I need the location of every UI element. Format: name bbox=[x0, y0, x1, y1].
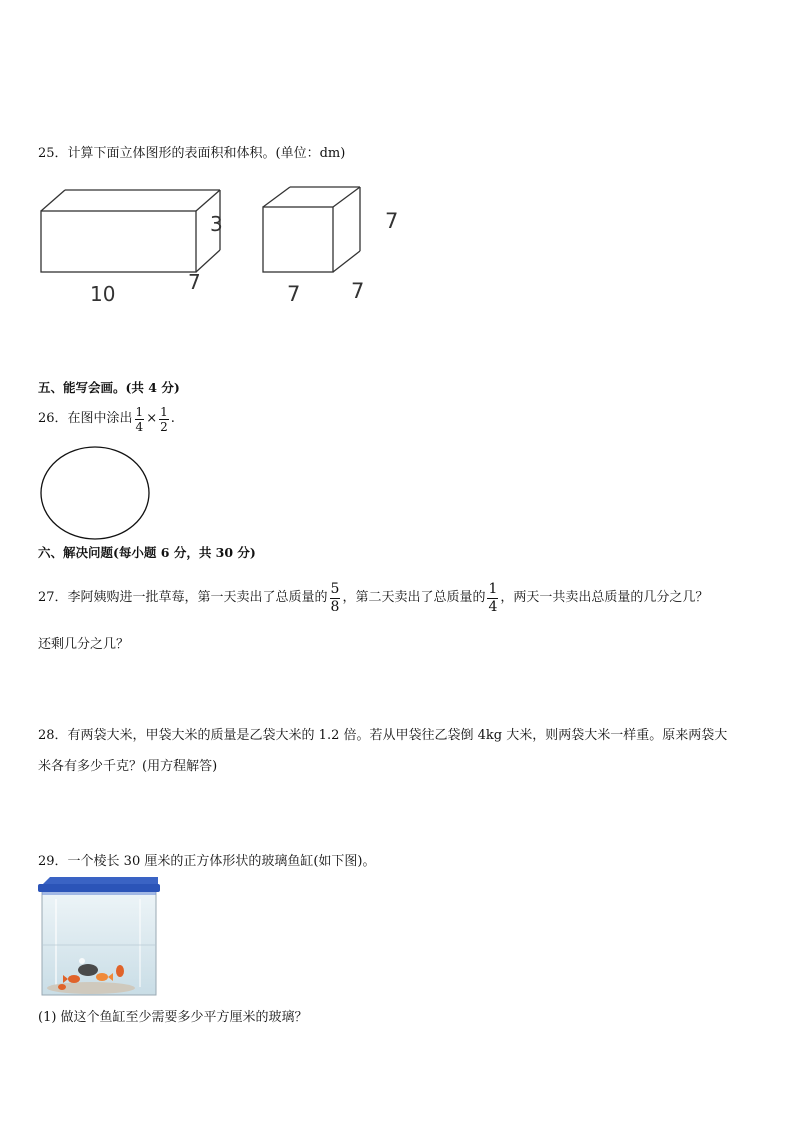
section5-heading: 五、能写会画。(共 4 分) bbox=[38, 380, 180, 395]
q26-fraction-1: $\frac{1}{4}$ bbox=[135, 404, 144, 434]
fish-tank-image bbox=[36, 875, 166, 997]
q25-text: 25．计算下面立体图形的表面积和体积。(单位：dm) bbox=[38, 146, 346, 161]
q29-sub1: (1) 做这个鱼缸至少需要多少平方厘米的玻璃？ bbox=[38, 1010, 308, 1025]
q26-prefix: 26．在图中涂出 bbox=[38, 411, 133, 426]
cuboid-length-label: 10 bbox=[90, 282, 116, 306]
q27-part1: 27．李阿姨购进一批草莓，第一天卖出了总质量的 bbox=[38, 590, 328, 605]
cube-figure bbox=[255, 180, 415, 310]
q27-fraction-1: $\frac{5}{8}$ bbox=[330, 580, 340, 615]
cube-side-label: 7 bbox=[351, 279, 365, 303]
q26-suffix: . bbox=[170, 411, 175, 426]
q27-line2: 还剩几分之几？ bbox=[38, 637, 130, 652]
cuboid-height-label: 3 bbox=[210, 212, 223, 236]
q27-fraction-2: $\frac{1}{4}$ bbox=[488, 580, 498, 615]
circle-figure bbox=[38, 445, 158, 545]
q26-fraction-2: $\frac{1}{2}$ bbox=[160, 404, 168, 434]
q29-text: 29．一个棱长 30 厘米的正方体形状的玻璃鱼缸(如下图)。 bbox=[38, 854, 376, 869]
q27-line1 bbox=[38, 578, 708, 619]
cube-height-label: 7 bbox=[385, 209, 399, 233]
cube-front-label: 7 bbox=[287, 282, 301, 306]
q26-times: × bbox=[146, 411, 158, 426]
q26-line bbox=[38, 404, 175, 435]
q27-part3: ，两天一共卖出总质量的几分之几？ bbox=[500, 590, 709, 605]
cuboid-figure bbox=[30, 180, 270, 306]
cuboid-width-label: 7 bbox=[188, 270, 201, 294]
q28-line2: 米各有多少千克？(用方程解答) bbox=[38, 759, 218, 774]
section6-heading: 六、解决问题(每小题 6 分，共 30 分) bbox=[38, 545, 256, 560]
q28-line1: 28．有两袋大米，甲袋大米的质量是乙袋大米的 1.2 倍。若从甲袋往乙袋倒 4kg 大米，则两袋大米一样重。原来两袋大 bbox=[38, 728, 728, 743]
q27-part2: ，第二天卖出了总质量的 bbox=[342, 590, 486, 605]
